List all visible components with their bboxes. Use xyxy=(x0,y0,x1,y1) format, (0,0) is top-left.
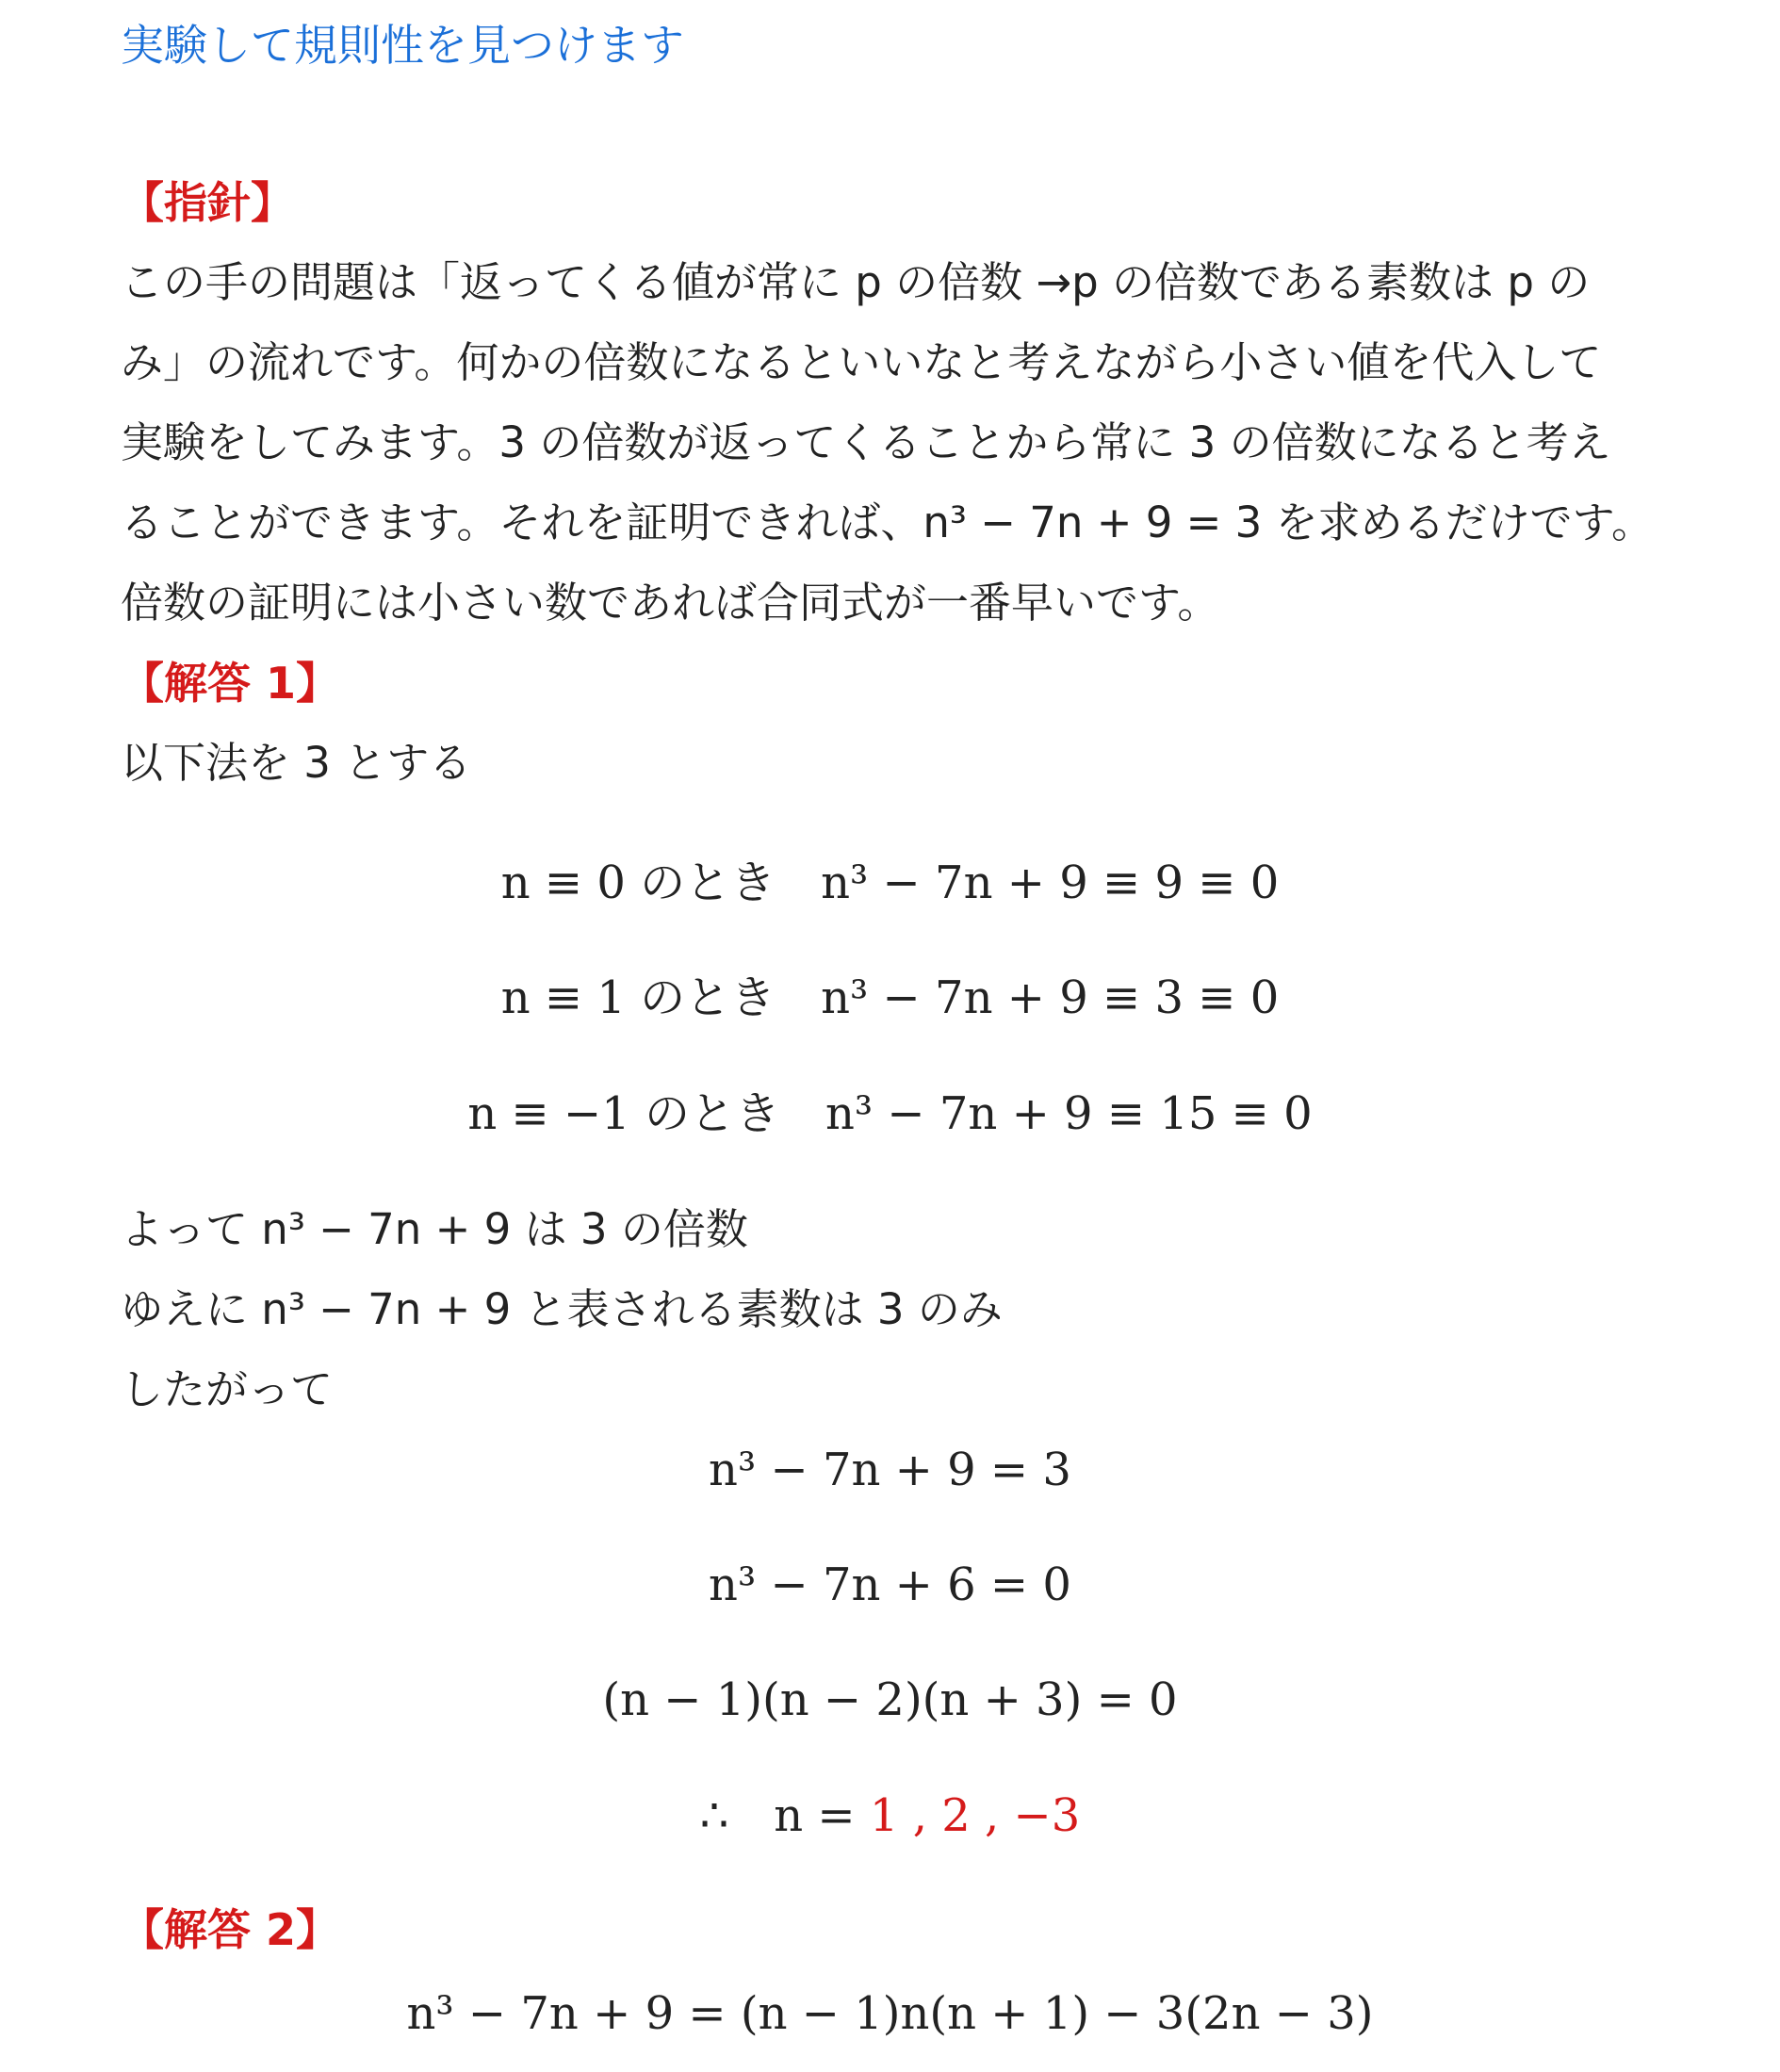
guideline-line-4: ることができます。それを証明できれば、n³ − 7n + 9 = 3 を求めるだけです。 xyxy=(121,498,1655,547)
conclusion-therefore: したがって xyxy=(121,1364,334,1414)
final-answer xyxy=(0,1786,1780,1846)
answer2-heading: 【解答 2】 xyxy=(121,1904,340,1955)
equation-factored: (n − 1)(n − 2)(n + 3) = 0 xyxy=(602,1673,1178,1726)
conclusion-multiple-of-3: よって n³ − 7n + 9 は 3 の倍数 xyxy=(121,1204,748,1254)
case-n-equiv-1: n ≡ 1 のとき n³ − 7n + 9 ≡ 3 ≡ 0 xyxy=(500,971,1280,1024)
answer2-equation: n³ − 7n + 9 = (n − 1)n(n + 1) − 3(2n − 3) xyxy=(406,1987,1374,2040)
case-n-equiv-minus-1: n ≡ −1 のとき n³ − 7n + 9 ≡ 15 ≡ 0 xyxy=(467,1087,1313,1140)
guideline-line-3: 実験をしてみます。3 の倍数が返ってくることから常に 3 の倍数になると考え xyxy=(121,417,1611,467)
conclusion-prime-only-3: ゆえに n³ − 7n + 9 と表される素数は 3 のみ xyxy=(121,1284,1003,1334)
answer1-heading: 【解答 1】 xyxy=(121,658,340,709)
guideline-line-1: この手の問題は「返ってくる値が常に p の倍数 →p の倍数である素数は p の xyxy=(121,257,1591,307)
equation-equals-3: n³ − 7n + 9 = 3 xyxy=(709,1444,1071,1496)
case-n-equiv-0: n ≡ 0 のとき n³ − 7n + 9 ≡ 9 ≡ 0 xyxy=(500,857,1280,909)
guideline-line-5: 倍数の証明には小さい数であれば合同式が一番早いです。 xyxy=(121,578,1220,628)
equation-equals-0: n³ − 7n + 6 = 0 xyxy=(709,1558,1071,1611)
solution-values: 1 , 2 , −3 xyxy=(869,1789,1081,1842)
header-link[interactable]: 実験して規則性を見つけます xyxy=(121,20,684,71)
guideline-line-2: み」の流れです。何かの倍数になるといいなと考えながら小さい値を代入して xyxy=(121,337,1602,387)
therefore-label: ∴ n = xyxy=(699,1789,856,1842)
answer1-intro: 以下法を 3 とする xyxy=(121,738,472,788)
guideline-heading: 【指針】 xyxy=(121,177,294,228)
